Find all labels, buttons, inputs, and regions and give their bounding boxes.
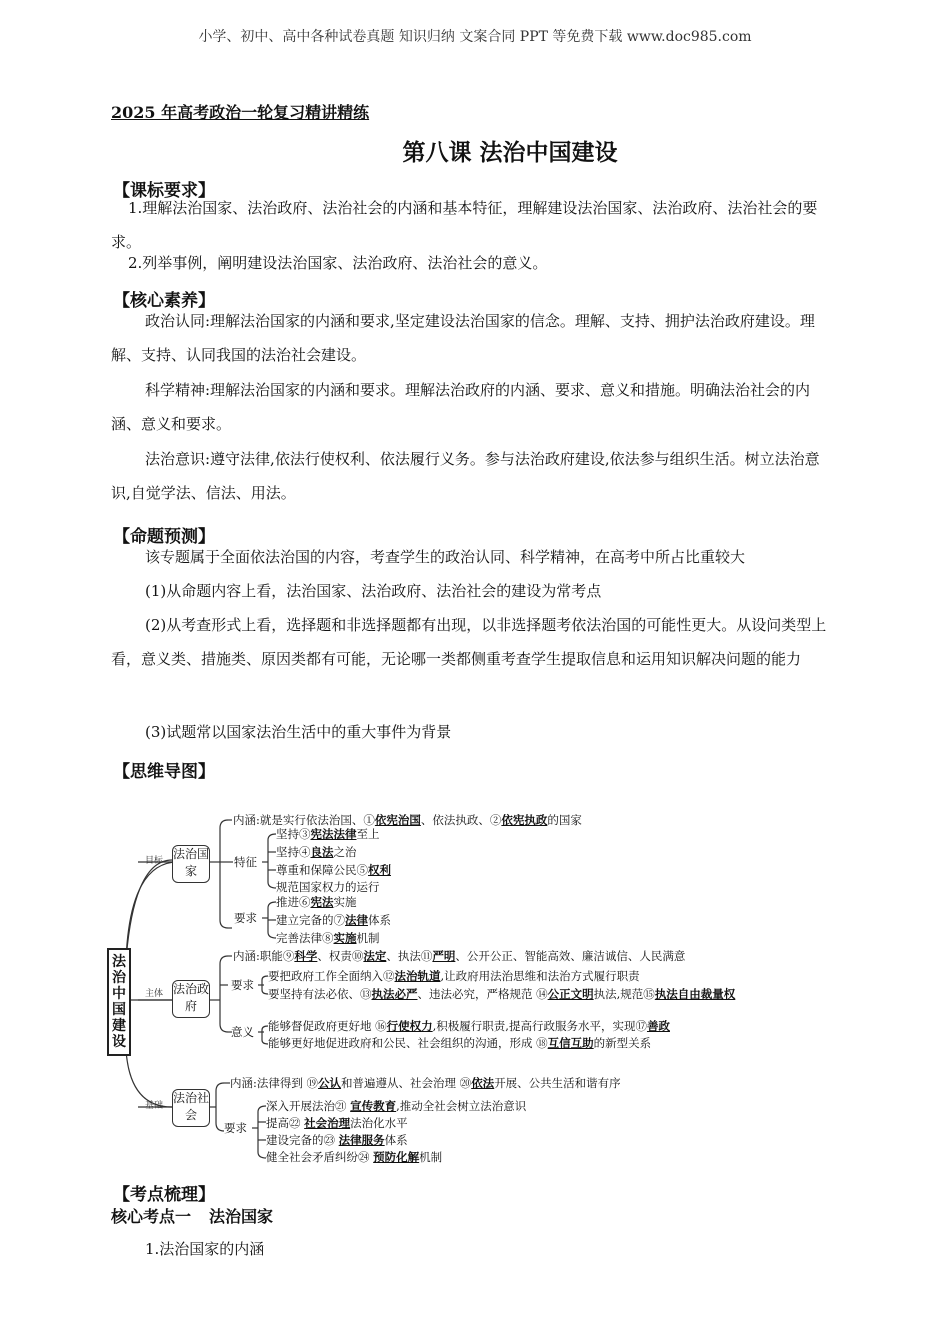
core-item-3: 法治意识:遵守法律,依法行使权利、依法履行义务。参与法治政府建设,依法参与组织生活。树立法治意识,自觉学法、信法、用法。 [111, 450, 820, 502]
predict-item-3: (3)试题常以国家法治生活中的重大事件为背景 [145, 723, 452, 741]
society-neihan: 内涵:法律得到 ⑲公认和普遍遵从、社会治理 ⑳依法开展、公共生活和谐有序 [230, 1076, 621, 1090]
predict-item-1: (1)从命题内容上看，法治国家、法治政府、法治社会的建设为常考点 [145, 582, 602, 600]
state-tezheng-label: 特征 [234, 855, 257, 869]
state-tezheng-2: 坚持④良法之治 [276, 845, 357, 859]
gov-neihan: 内涵:职能⑨科学、权责⑩法定、执法⑪严明、公开公正、智能高效、廉洁诚信、人民满意 [233, 949, 686, 963]
gov-yiyi-2: 能够更好地促进政府和公民、社会组织的沟通，形成 ⑱互信互助的新型关系 [268, 1036, 652, 1050]
section-mindmap: 【思维导图】 [113, 762, 215, 782]
node-society: 法治社会 [172, 1089, 210, 1127]
gov-yiyi-label: 意义 [231, 1025, 254, 1039]
gov-yaoqiu-label: 要求 [231, 978, 254, 992]
section-standard: 【课标要求】 [113, 181, 215, 201]
predict-item-0: 该专题属于全面依法治国的内容，考查学生的政治认同、科学精神，在高考中所占比重较大 [145, 548, 746, 566]
core-point-heading: 核心考点一 法治国家 [111, 1207, 274, 1226]
state-tezheng-4: 规范国家权力的运行 [276, 880, 380, 894]
state-tezheng-1: 坚持③宪法法律至上 [276, 827, 380, 841]
page-title: 第八课 法治中国建设 [402, 139, 618, 166]
society-yaoqiu-1: 深入开展法治㉑ 宣传教育,推动全社会树立法治意识 [266, 1099, 527, 1113]
state-yaoqiu-3: 完善法律⑧实施机制 [276, 931, 380, 945]
society-yaoqiu-2: 提高㉒ 社会治理法治化水平 [266, 1116, 408, 1130]
gov-yaoqiu-1: 要把政府工作全面纳入⑫法治轨道,让政府用法治思维和法治方式履行职责 [268, 969, 640, 983]
side-label-base: 基础 [145, 1101, 164, 1111]
series-title: 2025 年高考政治一轮复习精讲精练 [111, 103, 370, 122]
core-item-2: 科学精神:理解法治国家的内涵和要求。理解法治政府的内涵、要求、意义和措施。明确法治社会的内涵、意义和要求。 [111, 381, 811, 433]
society-yaoqiu-4: 健全社会矛盾纠纷㉔ 预防化解机制 [266, 1150, 443, 1164]
core-item-1: 政治认同:理解法治国家的内涵和要求,坚定建设法治国家的信念。理解、支持、拥护法治政府建设。理解、支持、认同我国的法治社会建设。 [111, 312, 815, 364]
side-label-goal: 目标 [145, 856, 164, 866]
review-item-1: 1.法治国家的内涵 [145, 1240, 265, 1258]
gov-yiyi-1: 能够督促政府更好地 ⑯行使权力,积极履行职责,提高行政服务水平，实现⑰善政 [268, 1019, 670, 1033]
predict-item-2: (2)从考查形式上看，选择题和非选择题都有出现，以非选择题考依法治国的可能性更大。从设问类型上看，意义类、措施类、原因类都有可能，无论哪一类都侧重考查学生提取信息和运用知识解决问题的能力 [111, 616, 827, 668]
state-yaoqiu-2: 建立完备的⑦法律体系 [276, 913, 391, 927]
standard-item-1: 1.理解法治国家、法治政府、法治社会的内涵和基本特征，理解建设法治国家、法治政府、法治社会的要求。 [111, 199, 818, 251]
node-gov: 法治政府 [172, 980, 210, 1018]
side-label-subject: 主体 [145, 989, 164, 999]
state-yaoqiu-1: 推进⑥宪法实施 [276, 895, 357, 909]
state-tezheng-3: 尊重和保障公民⑤权利 [276, 863, 391, 877]
society-yaoqiu-label: 要求 [224, 1121, 247, 1135]
standard-item-2: 2.列举事例，阐明建设法治国家、法治政府、法治社会的意义。 [128, 254, 548, 272]
node-state: 法治国家 [172, 845, 210, 883]
gov-yaoqiu-2: 要坚持有法必依、⑬执法必严、违法必究，严格规范 ⑭公正文明执法,规范⑮执法自由裁量权 [268, 987, 736, 1001]
section-core: 【核心素养】 [113, 291, 215, 311]
page-header: 小学、初中、高中各种试卷真题 知识归纳 文案合同 PPT 等免费下载 www.doc985.com [198, 29, 752, 45]
state-neihan: 内涵:就是实行依法治国、①依宪治国、依法执政、②依宪执政的国家 [233, 813, 582, 827]
mind-map [100, 800, 820, 1175]
section-predict: 【命题预测】 [113, 527, 215, 547]
root-node: 法治中国建设 [107, 948, 131, 1056]
society-yaoqiu-3: 建设完备的㉓ 法律服务体系 [266, 1133, 408, 1147]
section-review: 【考点梳理】 [113, 1185, 215, 1205]
state-yaoqiu-label: 要求 [234, 911, 257, 925]
